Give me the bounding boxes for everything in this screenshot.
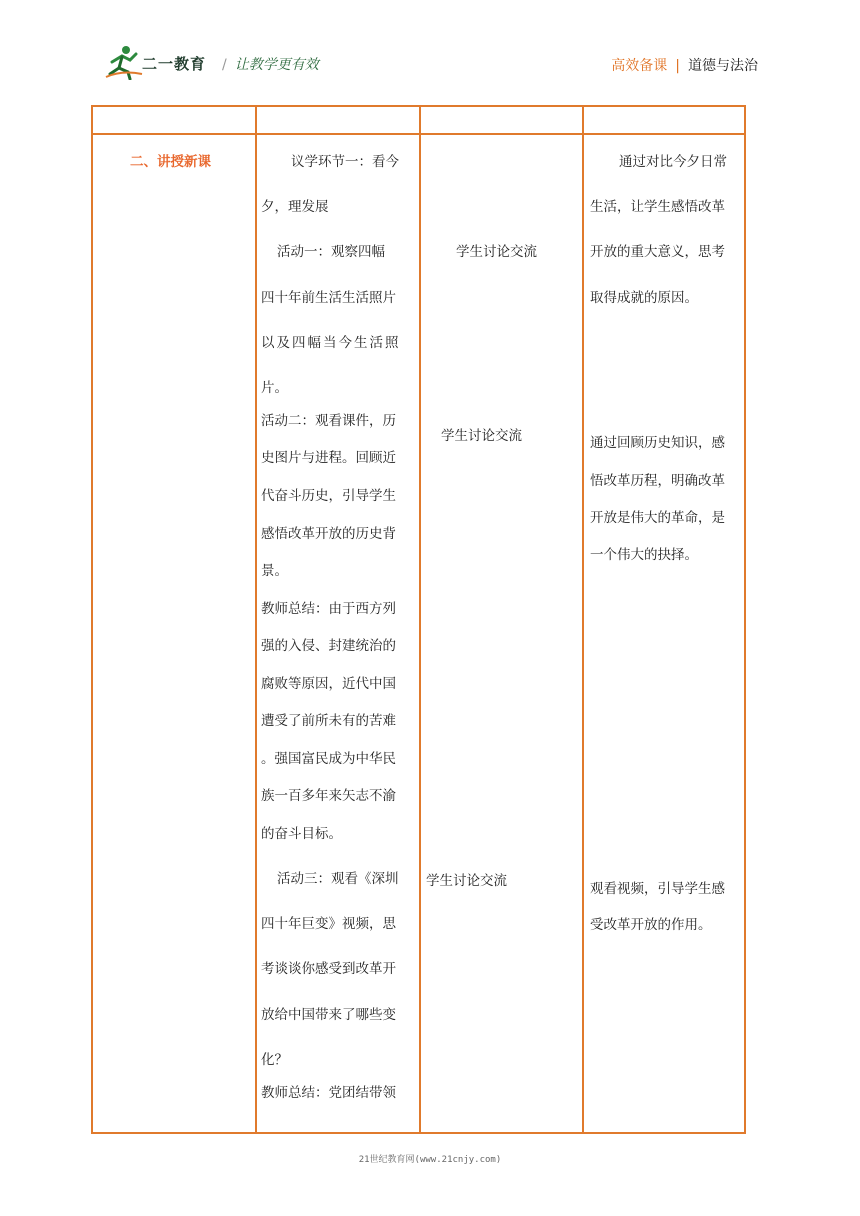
- row-divider: [93, 133, 744, 135]
- activity-line: 四十年前生活生活照片: [261, 290, 396, 306]
- activity-line: 感悟改革开放的历史背: [261, 526, 396, 542]
- activity-line: 强的入侵、封建统治的: [261, 638, 396, 654]
- runner-logo-icon: [104, 44, 144, 80]
- page-header: [0, 0, 860, 95]
- activity-line: 片。: [261, 380, 288, 396]
- activity-line: 活动二：观看课件，历: [261, 413, 396, 429]
- column-divider: [419, 107, 421, 1132]
- activity-line: 化？: [261, 1052, 288, 1068]
- intent-line: 受改革开放的作用。: [590, 917, 712, 933]
- activity-line: 放给中国带来了哪些变: [261, 1007, 396, 1023]
- activity-line: 教师总结：由于西方列: [261, 601, 396, 617]
- activity-line: 代奋斗历史，引导学生: [261, 488, 396, 504]
- activity-line: 四十年巨变》视频，思: [261, 916, 396, 932]
- intent-line: 取得成就的原因。: [590, 290, 698, 306]
- header-right-title: 高效备课: [611, 58, 668, 74]
- slogan-text: 让教学更有效: [234, 57, 319, 73]
- intent-line: 一个伟大的抉择。: [590, 547, 698, 563]
- student-activity: 学生讨论交流: [441, 428, 522, 444]
- activity-line: 议学环节一：看今: [291, 154, 399, 170]
- intent-line: 开放的重大意义，思考: [590, 244, 725, 260]
- intent-line: 观看视频，引导学生感: [590, 881, 725, 897]
- logo: [104, 44, 214, 80]
- header-separator: |: [675, 58, 680, 74]
- intent-line: 生活，让学生感悟改革: [590, 199, 725, 215]
- logo-text: 二一教育: [142, 55, 207, 73]
- column-divider: [582, 107, 584, 1132]
- section-title: 二、讲授新课: [130, 154, 211, 170]
- header-right: [611, 55, 758, 75]
- activity-line: 遭受了前所未有的苦难: [261, 713, 396, 729]
- activity-line: 。强国富民成为中华民: [261, 751, 396, 767]
- activity-line: 活动一：观察四幅: [277, 244, 385, 260]
- activity-line: 腐败等原因，近代中国: [261, 676, 396, 692]
- intent-line: 通过回顾历史知识，感: [590, 435, 725, 451]
- intent-line: 开放是伟大的革命，是: [590, 510, 725, 526]
- student-activity: 学生讨论交流: [456, 244, 537, 260]
- column-divider: [255, 107, 257, 1132]
- intent-line: 通过对比今夕日常: [619, 154, 727, 170]
- activity-line: 族一百多年来矢志不渝: [261, 788, 396, 804]
- activity-line: 考谈谈你感受到改革开: [261, 961, 396, 977]
- activity-line: 教师总结：党团结带领: [261, 1085, 396, 1101]
- slogan: [222, 54, 319, 74]
- activity-line: 以及四幅当今生活照: [261, 335, 401, 351]
- student-activity: 学生讨论交流: [426, 873, 507, 889]
- slogan-slash: /: [222, 57, 227, 73]
- activity-line: 史图片与进程。回顾近: [261, 450, 396, 466]
- intent-line: 悟改革历程，明确改革: [590, 473, 725, 489]
- header-subject: 道德与法治: [688, 58, 758, 74]
- activity-line: 景。: [261, 563, 288, 579]
- activity-line: 的奋斗目标。: [261, 826, 342, 842]
- activity-line: 夕，理发展: [261, 199, 329, 215]
- activity-line: 活动三：观看《深圳: [277, 871, 399, 887]
- page-footer: 21世纪教育网(www.21cnjy.com): [358, 1155, 502, 1165]
